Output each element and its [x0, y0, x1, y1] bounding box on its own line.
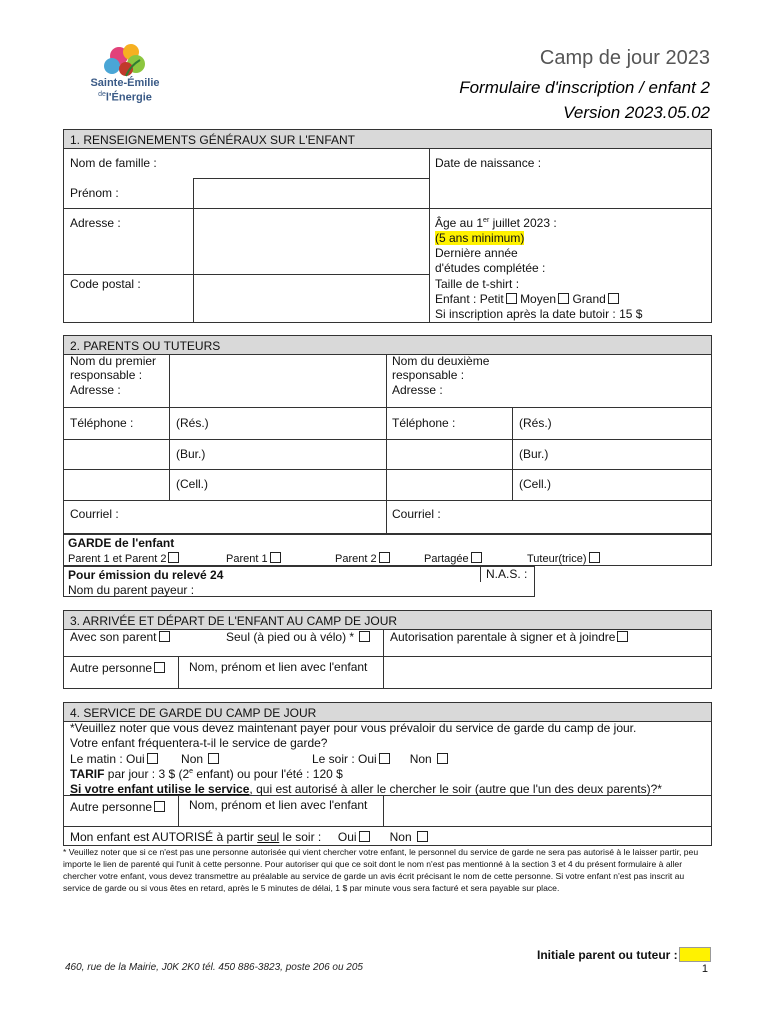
service-note: *Veuillez noter que vous devez maintenant payer pour vous prévaloir du service de garde du camp de jour.	[70, 721, 637, 735]
logo-line3: l'Énergie	[105, 91, 152, 104]
late-fee-note: Si inscription après la date butoir : 15 $	[435, 307, 643, 321]
checkbox-morning-yes[interactable]	[147, 753, 158, 764]
checkbox-alone[interactable]	[359, 631, 370, 642]
arrival-alone: Seul (à pied ou à vélo) *	[226, 630, 370, 644]
checkbox-other-person[interactable]	[154, 662, 165, 673]
section-2-title: 2. PARENTS OU TUTEURS	[63, 335, 712, 355]
parent1-bur-label: (Bur.)	[176, 447, 206, 461]
rl24-title: Pour émission du relevé 24	[68, 568, 224, 582]
pickup-question: Si votre enfant utilise le service, qui est autorisé à aller le chercher le soir (autre que l'un des deux parents)?*	[70, 782, 662, 796]
age-label: Âge au 1er juillet 2023 :	[435, 216, 557, 230]
parent1-email-label: Courriel :	[70, 507, 119, 521]
custody-shared: Partagée	[424, 552, 482, 566]
parent1-cell-label: (Cell.)	[176, 477, 208, 491]
checkbox-with-parent[interactable]	[159, 631, 170, 642]
parent2-email-label: Courriel :	[392, 507, 441, 521]
first-name-label: Prénom :	[70, 186, 119, 200]
checkbox-moyen[interactable]	[558, 293, 569, 304]
postal-code-label: Code postal :	[70, 277, 141, 291]
parent2-res-label: (Rés.)	[519, 416, 552, 430]
parent1-address-label: Adresse :	[70, 383, 121, 397]
checkbox-evening-no[interactable]	[437, 753, 448, 764]
address-label: Adresse :	[70, 216, 121, 230]
last-name-label: Nom de famille :	[70, 156, 157, 170]
page-number: 1	[701, 963, 708, 975]
evening-options: Le soir : Oui Non	[312, 752, 448, 766]
footer-address: 460, rue de la Mairie, J0K 2K0 tél. 450 886-3823, poste 206 ou 205	[65, 962, 363, 973]
checkbox-leave-alone-no[interactable]	[417, 831, 428, 842]
section-1-title: 1. RENSEIGNEMENTS GÉNÉRAUX SUR L'ENFANT	[63, 129, 712, 149]
tshirt-size-options: Enfant : Petit Moyen Grand	[435, 292, 619, 306]
parent2-cell-label: (Cell.)	[519, 477, 551, 491]
other-person-name-label: Nom, prénom et lien avec l'enfant	[189, 660, 368, 674]
last-grade-label-2: d'études complétée :	[435, 261, 546, 275]
parent1-phone-label: Téléphone :	[70, 416, 134, 430]
custody-options: Parent 1 et Parent 2	[68, 552, 179, 566]
section-3-title: 3. ARRIVÉE ET DÉPART DE L'ENFANT AU CAMP DE JOUR	[63, 610, 712, 630]
tshirt-label: Taille de t-shirt :	[435, 277, 520, 291]
fine-print: * Veuillez noter que si ce n'est pas une personne autorisée qui vient chercher votre enfant, le personnel du service de garde ne sera pas autorisé à le laisser partir, peu importe le lien de parenté qui l'unit à cette personne. Pour autoriser qui que ce soit dont le nom n'est pas mentionné à la section 3 et 4 du présent formulaire à aller chercher votre enfant, vous devez transmettre au préalable au service de garde un avis écrit précisant le nom de cette personne. Si votre enfant n'est pas inscrit au service de garde ou si vous êtes en retard, après le 5 minutes de délai, 1 $ par minute vous sera facturé et sera payable sur place.	[63, 847, 699, 893]
parent2-bur-label: (Bur.)	[519, 447, 549, 461]
checkbox-leave-alone-yes[interactable]	[359, 831, 370, 842]
parent2-address-label: Adresse :	[392, 383, 443, 397]
service-question: Votre enfant fréquentera-t-il le service de garde?	[70, 736, 328, 750]
custody-title: GARDE de l'enfant	[68, 536, 175, 550]
checkbox-parent1[interactable]	[270, 552, 281, 563]
parent2-phone-label: Téléphone :	[392, 416, 456, 430]
parent1-label: Nom du premier	[70, 354, 157, 368]
form-title: Camp de jour 2023	[539, 47, 710, 69]
section-4-title: 4. SERVICE DE GARDE DU CAMP DE JOUR	[63, 702, 712, 722]
pickup-name-label: Nom, prénom et lien avec l'enfant	[189, 798, 368, 812]
section-2-box	[63, 354, 712, 534]
arrival-with-parent: Avec son parent	[70, 630, 170, 644]
age-minimum-note: (5 ans minimum)	[435, 231, 525, 245]
parent1-res-label: (Rés.)	[176, 416, 209, 430]
parental-authorization: Autorisation parentale à signer et à joindre	[390, 630, 628, 644]
custody-parent2: Parent 2	[335, 552, 390, 566]
checkbox-shared[interactable]	[471, 552, 482, 563]
parent1-label-2: responsable :	[70, 368, 143, 382]
parent2-label-2: responsable :	[392, 368, 465, 382]
birthdate-label: Date de naissance :	[435, 156, 542, 170]
checkbox-authorization[interactable]	[617, 631, 628, 642]
form-subtitle: Formulaire d'inscription / enfant 2	[459, 78, 710, 97]
checkbox-both-parents[interactable]	[168, 552, 179, 563]
last-grade-label-1: Dernière année	[435, 246, 518, 260]
custody-tutor: Tuteur(trice)	[527, 552, 600, 566]
tariff-line: TARIF par jour : 3 $ (2e enfant) ou pour l'été : 120 $	[70, 767, 343, 781]
checkbox-parent2[interactable]	[379, 552, 390, 563]
logo-line2: de	[98, 91, 106, 98]
checkbox-pickup-other[interactable]	[154, 801, 165, 812]
morning-options: Le matin : Oui Non	[70, 752, 219, 766]
pickup-other-person: Autre personne	[70, 800, 165, 814]
logo-text	[80, 78, 170, 104]
checkbox-evening-yes[interactable]	[379, 753, 390, 764]
form-version: Version 2023.05.02	[563, 103, 710, 122]
checkbox-tutor[interactable]	[589, 552, 600, 563]
initials-field[interactable]	[679, 947, 711, 962]
logo-line1: Sainte-Émilie	[90, 77, 160, 89]
checkbox-morning-no[interactable]	[208, 753, 219, 764]
custody-parent1: Parent 1	[226, 552, 281, 566]
initials-label: Initiale parent ou tuteur :	[537, 948, 678, 962]
parent2-label: Nom du deuxième	[392, 354, 490, 368]
nas-label: N.A.S. :	[486, 567, 528, 581]
checkbox-petit[interactable]	[506, 293, 517, 304]
checkbox-grand[interactable]	[608, 293, 619, 304]
payer-label: Nom du parent payeur :	[68, 583, 195, 597]
leave-alone-line: Mon enfant est AUTORISÉ à partir seul le soir : Oui Non	[70, 830, 428, 844]
arrival-other-person: Autre personne	[70, 661, 165, 675]
